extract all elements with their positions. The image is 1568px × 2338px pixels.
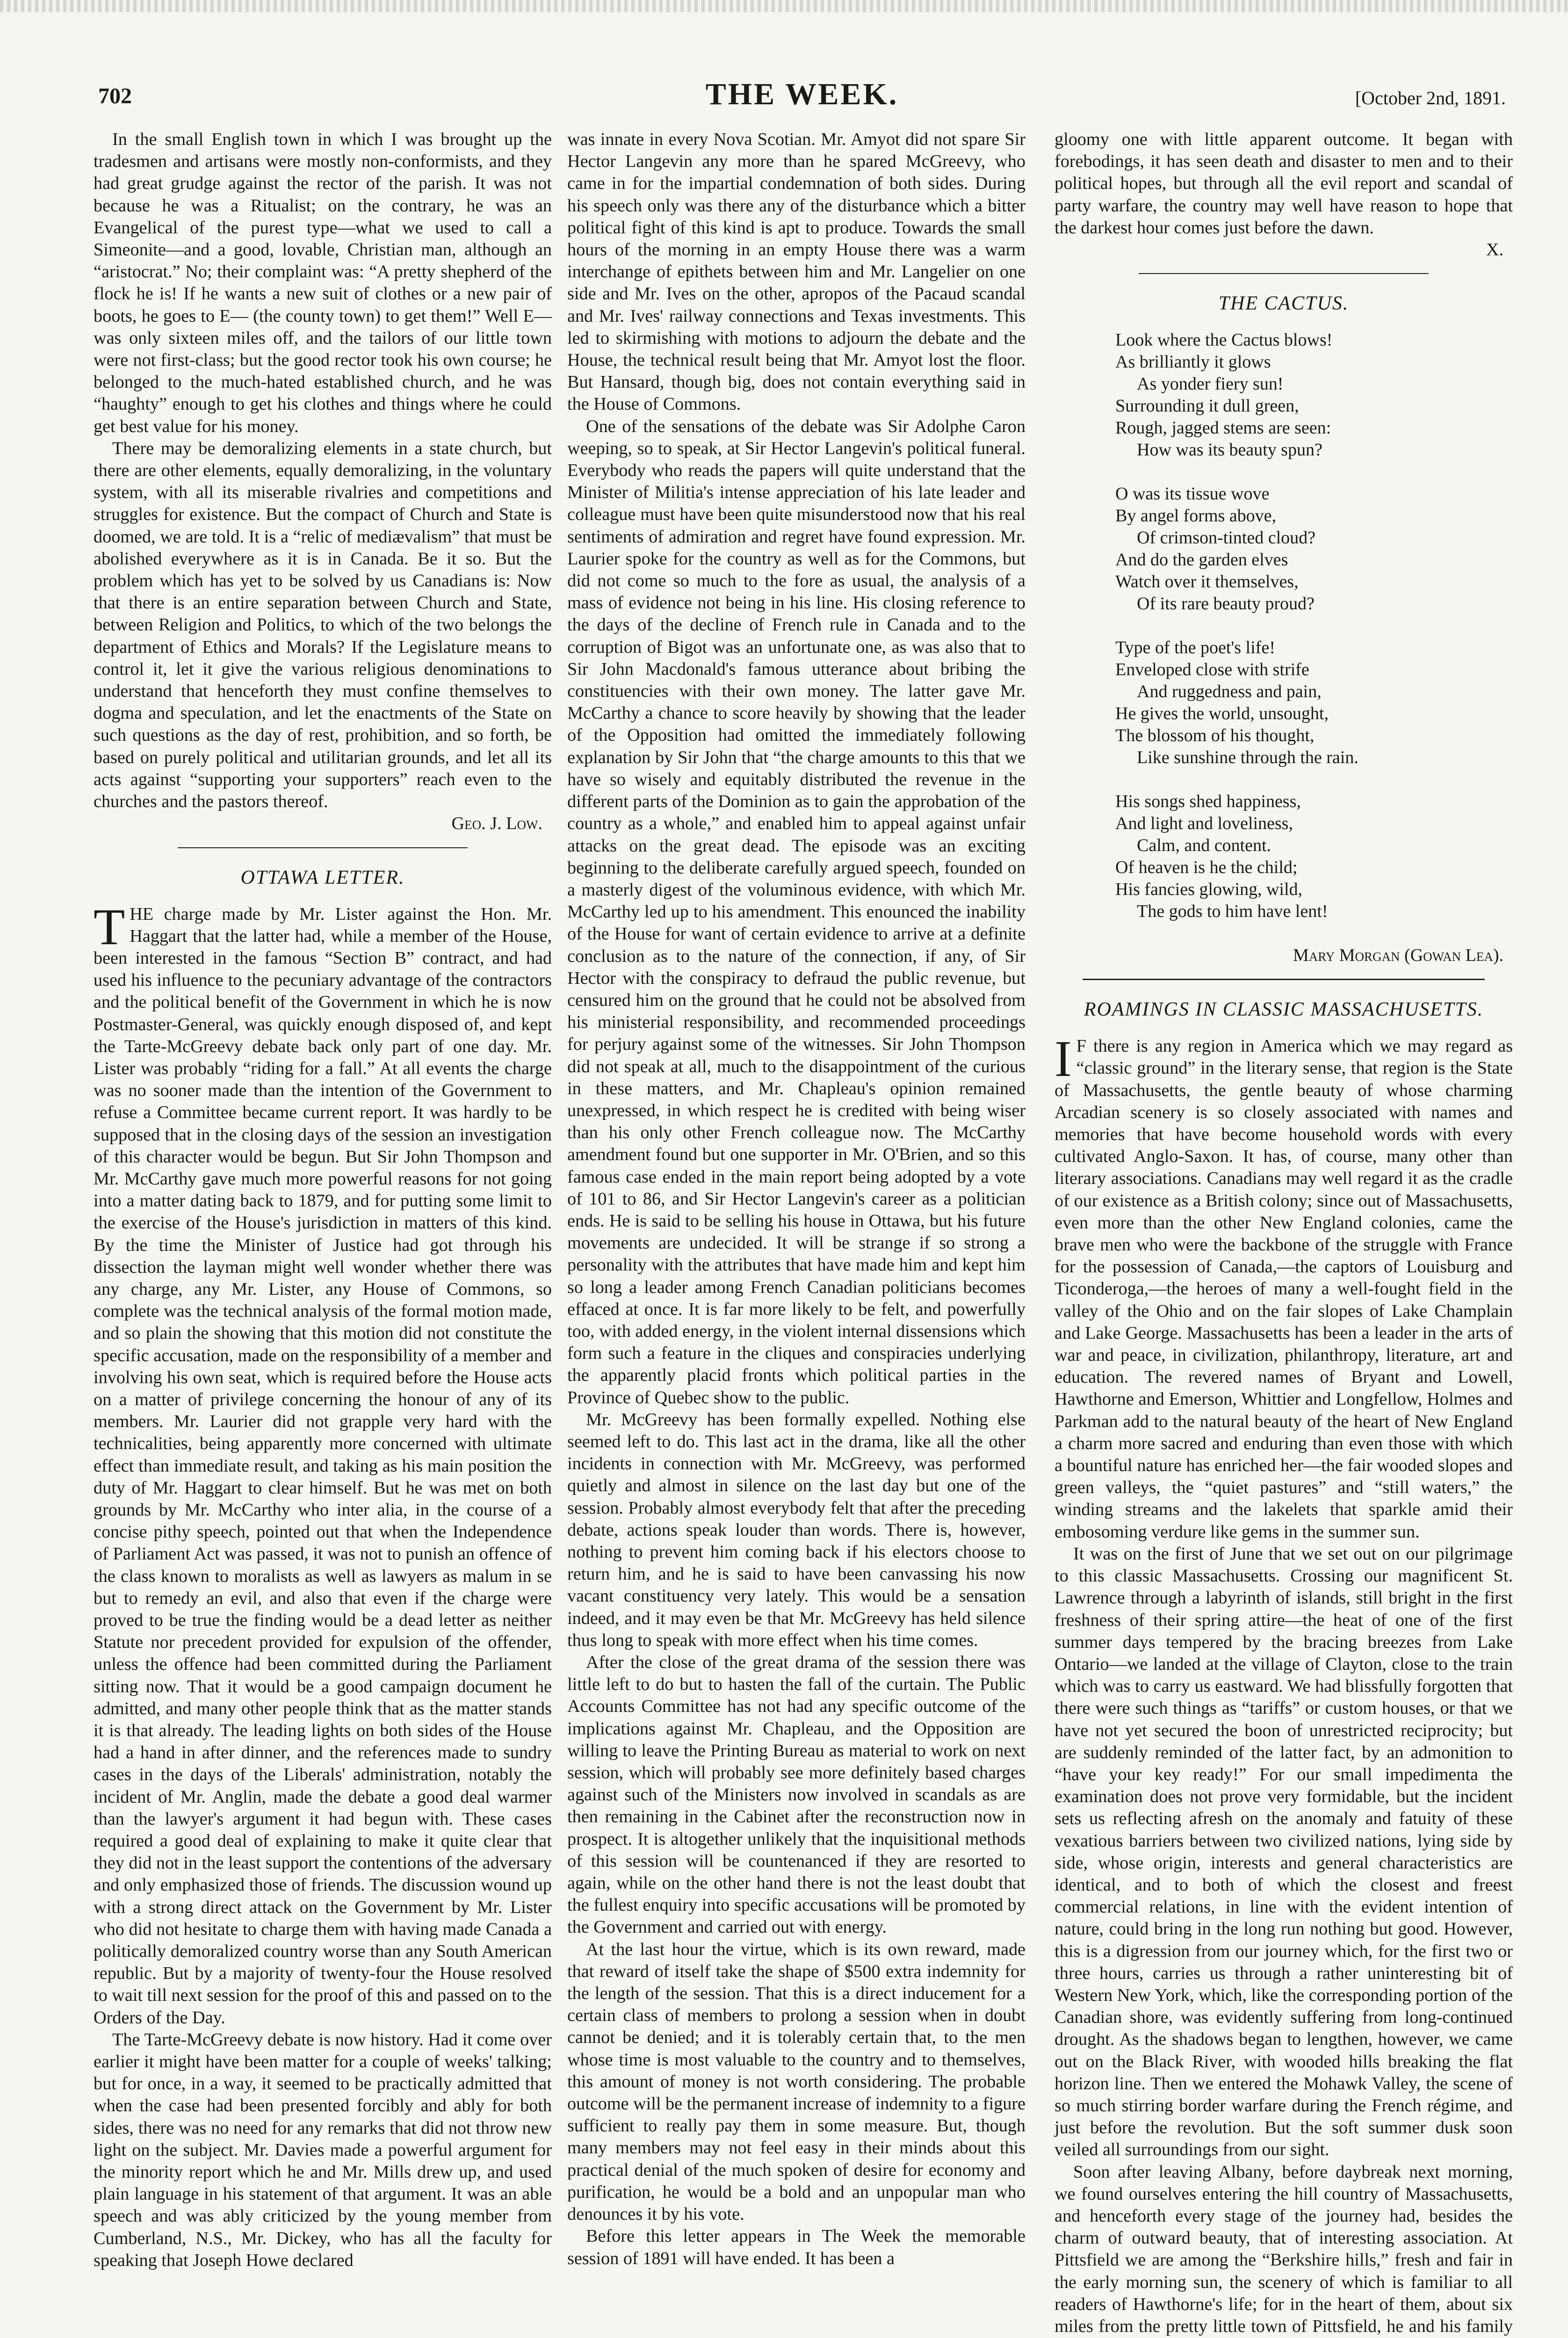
- poem-line: Surrounding it dull green,: [1115, 396, 1299, 416]
- poem-stanza: [1115, 483, 1513, 615]
- article-paragraph: There may be demoralizing elements in a state church, but there are other elements, equally demoralizing, in the voluntary system, with all its miserable rivalries and competitions and struggles for existence. But the compact of Church and State is doomed, we are told. It is a “relic of mediævalism” that must be abolished everywhere as it is in Canada. Be it so. But the problem which has yet to be solved by us Canadians is: Now that there is an entire separation between Church and State, between Religion and Politics, to which of the two belongs the department of Ethics and Morals? If the Legislature means to control it, let it give the various religious denominations to understand that henceforth they must confine themselves to dogma and speculation, and let the enactments of the State on such questions as the day of rest, prohibition, and so forth, be based on purely political and utilitarian grounds, and let all its acts against “supporting your supporters” reach even to the churches and the pastors thereof.: [94, 438, 552, 812]
- author-signature: Geo. J. Low.: [451, 814, 542, 834]
- poem-stanza: [1115, 329, 1513, 461]
- poem-line: Rough, jagged stems are seen:: [1115, 418, 1331, 438]
- poem-line: And light and loveliness,: [1115, 814, 1293, 834]
- paragraph-text: F there is any region in America which we may regard as “classic ground” in the literary sense, that region is the State of Massachusetts, the gentle beauty of whose charming Arcadian scenery is so closely associated with names and memories that have become household words with every cultivated Anglo-Saxon. It has, of course, many other than literary associations. Canadians may well regard it as the cradle of our existence as a British colony; since out of Massachusetts, even more than the other New England colonies, came the brave men who were the backbone of the struggle with France for the possession of Canada,—the captors of Louisburg and Ticonderoga,—the heroes of many a well-fought field in the valley of the Ohio and on the fair slopes of Lake Champlain and Lake George. Massachusetts has been a leader in the arts of war and peace, in civilization, philanthropy, literature, art and education. The revered names of Bryant and Lowell, Hawthorne and Emerson, Whittier and Longfellow, Holmes and Parkman add to the natural beauty of the heart of New England a charm more sacred and enduring than even those with which a bountiful nature has enriched her—the fair wooded slopes and green valleys, the “quiet pastures” and “still waters,” the winding streams and the lakelets that sparkle amid their embosoming verdure like gems in the summer sun.: [1055, 1036, 1513, 1542]
- poem-line: Of its rare beauty proud?: [1137, 594, 1315, 614]
- poem-line: The gods to him have lent!: [1137, 902, 1328, 922]
- poem-line: Calm, and content.: [1137, 836, 1272, 856]
- column-3: [1055, 129, 1513, 2336]
- section-title-ottawa-letter: OTTAWA LETTER.: [240, 866, 405, 888]
- poem-line: Like sunshine through the rain.: [1137, 748, 1358, 768]
- poem-line: As brilliantly it glows: [1115, 352, 1271, 372]
- journal-title: THE WEEK.: [705, 77, 899, 111]
- column-1: [94, 129, 552, 2270]
- poem-line: O was its tissue wove: [1115, 484, 1270, 504]
- section-title-roamings: ROAMINGS IN CLASSIC MASSACHUSETTS.: [1084, 999, 1484, 1021]
- poem-line: Look where the Cactus blows!: [1115, 330, 1333, 350]
- poem-line: By angel forms above,: [1115, 506, 1277, 526]
- column-2: [567, 129, 1026, 2268]
- article-paragraph: [1055, 1030, 1513, 1543]
- article-paragraph: was innate in every Nova Scotian. Mr. Amyot did not spare Sir Hector Langevin any more than he spared McGreevy, who came in for the impartial condemnation of both sides. During his speech only was there any of the disturbance which a bitter political fight of this kind is apt to produce. Towards the small hours of the morning in an empty House there was a warm interchange of epithets between him and Mr. Langelier on one side and Mr. Ives on the other, apropos of the Pacaud scandal and Mr. Ives' railway connections and Texas investments. This led to skirmishing with motions to adjourn the debate and the House, the technical result being that Mr. Amyot lost the floor. But Hansard, though big, does not contain everything said in the House of Commons.: [567, 130, 1026, 414]
- drop-cap: I: [1055, 1030, 1072, 1088]
- page-header: [98, 75, 1506, 122]
- section-divider: [178, 847, 468, 848]
- paragraph-text: HE charge made by Mr. Lister against the Hon. Mr. Haggart that the latter had, while a member of the House, been interested in the famous “Section B” contract, and had used his influence to the pecuniary advantage of the contractors and the political benefit of the Government in which he is now Postmaster-General, was quickly enough disposed of, and kept the Tarte-McGreevy debate back only part of one day. Mr. Lister was probably “riding for a fall.” At all events the charge was no sooner made than the intention of the Government to refuse a Committee became current report. It was hardly to be supposed that in the closing days of the session an investigation of this character would be begun. But Sir John Thompson and Mr. McCarthy gave much more powerful reasons for not going into a matter dating back to 1879, and for putting some limit to the exercise of the House's jurisdiction in matters of this kind. By the time the Minister of Justice had got through his dissection the layman might well wonder whether there was any charge, any Mr. Lister, any House of Commons, so complete was the technical analysis of the formal motion made, and so plain the showing that this motion did not constitute the specific accusation, made on the responsibility of a member and involving his own seat, which is required before the House acts on a matter of privilege concerning the honour of any of its members. Mr. Laurier did not grapple very hard with the technicalities, being apparently more concerned with ultimate effect than immediate result, and taking as his main position the duty of Mr. Haggart to clear himself. But he was met on both grounds by Mr. McCarthy who inter alia, in the course of a concise pithy speech, pointed out that when the Independence of Parliament Act was passed, it was not to punish an offence of the class known to moralists as well as lawyers as malum in se but to remedy an evil, and also that even if the charge were proved to be true the finding would be a dead letter as neither Statute nor precedent provided for expulsion of the offender, unless the offence had been committed during the Parliament sitting now. That it would be a good campaign document he admitted, and many other people think that as the matter stands it is that already. The leading lights on both sides of the House had a hand in after dinner, and the references made to sundry cases in the days of the Liberals' administration, notably the incident of Mr. Anglin, made the debate a good deal warmer than the lawyer's argument it had begun with. These cases required a good deal of explaining to make it quite clear that they did not in the least support the contentions of the adversary and only emphasized those of friends. The discussion wound up with a strong direct attack on the Government by Mr. Lister who did not hesitate to charge them with having made Canada a politically demoralized country worse than any South American republic. But by a majority of twenty-four the House resolved to wait till next session for the proof of this and passed on to the Orders of the Day.: [94, 904, 552, 2028]
- poem-line: Of crimson-tinted cloud?: [1137, 528, 1316, 548]
- article-paragraph: In the small English town in which I was brought up the tradesmen and artisans were mostly non-conformists, and they had great grudge against the rector of the parish. It was not because he was a Ritualist; on the contrary, he was an Evangelical of the purest type—what we used to call a Simeonite—and a good, lovable, Christian man, although an “aristocrat.” No; their complaint was: “A pretty shepherd of the flock he is! If he wants a new suit of clothes or a new pair of boots, he goes to E— (the county town) to get them!” Well E— was only sixteen miles off, and the tailors of our little town were not first-class; but the good rector took his own course; he belonged to the much-hated established church, and he was “haughty” enough to get his clothes and things where he could get best value for his money.: [94, 130, 552, 436]
- poem-stanza: [1115, 791, 1513, 923]
- poem-line: Of heaven is he the child;: [1115, 858, 1298, 878]
- section-divider: [1139, 273, 1429, 274]
- section-divider: [1083, 979, 1485, 980]
- article-paragraph: It was on the first of June that we set out on our pilgrimage to this classic Massachusetts. Crossing our magnificent St. Lawrence through a labyrinth of islands, still bright in the first freshness of their spring attire—the heat of one of the first summer days tempered by the bracing breezes from Lake Ontario—we landed at the village of Clayton, close to the train which was to carry us eastward. We had blissfully forgotten that there were such things as “tariffs” or custom houses, or that we have not yet secured the boon of unrestricted reciprocity; but are suddenly reminded of the latter fact, by an admonition to “have your key ready!” For our small impedimenta the examination does not prove very formidable, but the incident sets us reflecting afresh on the anomaly and fatuity of these vexatious barriers between two civilized nations, lying side by side, whose origin, interests and general characteristics are identical, and to both of which the closest and freest commercial relations, in line with the evident intention of nature, could bring in the long run nothing but good. However, this is a digression from our journey which, for the first two or three hours, carries us through a rather uninteresting bit of Western New York, which, like the corresponding portion of the Canadian shore, was evidently suffering from long-continued drought. As the shadows began to lengthen, however, we came out on the Black River, with wooded hills breaking the flat horizon line. Then we entered the Mohawk Valley, the scene of so much stirring border warfare during the French régime, and just before the revolution. But the soft summer dusk soon veiled all surroundings from our sight.: [1055, 1544, 1513, 2160]
- scan-top-edge: [0, 0, 1568, 12]
- poem-line: How was its beauty spun?: [1137, 440, 1322, 460]
- poem-line: Enveloped close with strife: [1115, 660, 1309, 680]
- poem-line: And do the garden elves: [1115, 550, 1288, 570]
- author-signature: X.: [1486, 240, 1503, 260]
- poem-line: His fancies glowing, wild,: [1115, 880, 1303, 900]
- poem-line: The blossom of his thought,: [1115, 726, 1315, 746]
- article-paragraph: One of the sensations of the debate was Sir Adolphe Caron weeping, so to speak, at Sir Hector Langevin's political funeral. Everybody who reads the papers will quite understand that the Minister of Militia's intense appreciation of his late leader and colleague must have been quite misunderstood now that his real sentiments of admiration and regret have found expression. Mr. Laurier spoke for the country as well as for the Commons, but did not come so much to the fore as usual, the analysis of a mass of evidence not being in his line. His closing reference to the days of the decline of French rule in Canada and to the corruption of Bigot was an unfortunate one, as was also that to Sir John Macdonald's famous utterance about bribing the constituencies with their own money. The latter gave Mr. McCarthy a chance to score heavily by showing that the leader of the Opposition had omitted the immediately following explanation by Sir John that “the charge amounts to this that we have so wisely and equitably distributed the revenue in the different parts of the Dominion as to gain the approbation of the country as a whole,” and enabled him to appeal against unfair attacks on the great dead. The episode was an exciting beginning to the deliberate carefully argued speech, founded on a masterly digest of the voluminous evidence, with which Mr. McCarthy led up to his amendment. This enounced the inability of the House for want of certain evidence to arrive at a definite conclusion as to the nature of the connection, if any, of Sir Hector with the conspiracy to defraud the public revenue, but censured him on the ground that he could not be absolved from his ministerial responsibility, and recommended proceedings for perjury against some of the witnesses. Sir John Thompson did not speak at all, much to the disappointment of the curious in these matters, and Mr. Chapleau's opinion remained unexpressed, in which respect he is credited with being wiser than his only other French colleague now. The McCarthy amendment found but one supporter in Mr. O'Brien, and so this famous case ended in the main report being adopted by a vote of 101 to 86, and Sir Hector Langevin's career as a politician ends. He is said to be selling his house in Ottawa, but his future movements are undecided. It will be strange if so strong a personality with the attributes that have made him and kept him so long a leader among French Canadian politicians becomes effaced at once. It is far more likely to be felt, and powerfully too, with added energy, in the violent internal dissensions which form such a feature in the cliques and conspiracies underlying the apparently placid fronts which political parties in the Province of Quebec show to the public.: [567, 416, 1026, 1407]
- poem-line: Watch over it themselves,: [1115, 572, 1299, 592]
- poem-line: And ruggedness and pain,: [1137, 682, 1322, 702]
- poem-stanza: [1115, 637, 1513, 769]
- article-paragraph: Mr. McGreevy has been formally expelled. Nothing else seemed left to do. This last act in the drama, like all the other incidents in connection with Mr. McGreevy, was performed quietly and almost in silence on the last day but one of the session. Probably almost everybody felt that after the preceding debate, actions speak louder than words. There is, however, nothing to prevent him coming back if his electors choose to return him, and he is said to have been canvassing his now vacant constituency very lately. This would be a sensation indeed, and it may even be that Mr. McGreevy has held silence thus long to speak with more effect when his time comes.: [567, 1409, 1026, 1650]
- article-paragraph: Soon after leaving Albany, before daybreak next morning, we found ourselves entering the hill country of Massachusetts, and henceforth every stage of the journey had, besides the charm of outward beauty, that of interesting association. At Pittsfield we are among the “Berkshire hills,” fresh and fair in the early morning sun, the scenery of which is familiar to all readers of Hawthorne's life; for in the heart of them, about six miles from the pretty little town of Pittsfield, he and his family: [1055, 2162, 1513, 2336]
- article-paragraph: gloomy one with little apparent outcome. It began with forebodings, it has seen death and disaster to men and to their political hopes, but through all the evil report and scandal of party warfare, the country may well have reason to hope that the darkest hour comes just before the dawn.: [1055, 130, 1513, 238]
- poem-title: THE CACTUS.: [1218, 293, 1349, 315]
- article-paragraph: After the close of the great drama of the session there was little left to do but to hasten the fall of the curtain. The Public Accounts Committee has not had any specific outcome of the implications against Mr. Chapleau, and the Opposition are willing to leave the Printing Bureau as material to work on next session, which will probably see more definitely based charges against such of the Ministers now involved in scandals as are then remaining in the Cabinet after the reconstruction now in prospect. It is altogether unlikely that the inquisitional methods of this session will be countenanced if they are resorted to again, while on the other hand there is not the least doubt that the fullest enquiry into specific accusations will be promoted by the Government and carried out with energy.: [567, 1652, 1026, 1937]
- article-paragraph: At the last hour the virtue, which is its own reward, made that reward of itself take the shape of $500 extra indemnity for the length of the session. That this is a direct inducement for a certain class of members to prolong a session when in doubt cannot be denied; and it is tolerably certain that, to the men whose time is most valuable to the country and to themselves, this amount of money is not worth considering. The probable outcome will be the permanent increase of indemnity to a figure sufficient to really pay them in some measure. But, though many members may not feel easy in their minds about this practical denial of the much spoken of desire for economy and purification, he would be a bold and an unpopular man who denounces it by his vote.: [567, 1939, 1026, 2224]
- poem-line: He gives the world, unsought,: [1115, 704, 1329, 724]
- article-paragraph: Before this letter appears in The Week the memorable session of 1891 will have ended. It has been a: [567, 2226, 1026, 2268]
- article-paragraph: [94, 898, 552, 2029]
- poem-line: His songs shed happiness,: [1115, 792, 1301, 812]
- page-number: 702: [98, 84, 132, 108]
- poem-line: Type of the poet's life!: [1115, 638, 1275, 658]
- issue-date: [October 2nd, 1891.: [1355, 87, 1506, 108]
- article-paragraph: The Tarte-McGreevy debate is now history. Had it come over earlier it might have been matter for a couple of weeks' talking; but for once, in a way, it seemed to be practically admitted that when the case had been presented forcibly and ably for both sides, there was no need for any remarks that did not throw new light on the subject. Mr. Davies made a powerful argument for the minority report which he and Mr. Mills drew up, and used plain language in his statement of that argument. It was an able speech and was ably criticized by the young member from Cumberland, N.S., Mr. Dickey, who has all the faculty for speaking that Joseph Howe declared: [94, 2029, 552, 2270]
- drop-cap: T: [94, 898, 125, 955]
- poem-line: As yonder fiery sun!: [1137, 374, 1284, 394]
- poem-author: Mary Morgan (Gowan Lea).: [1293, 945, 1503, 966]
- poem: [1115, 329, 1513, 967]
